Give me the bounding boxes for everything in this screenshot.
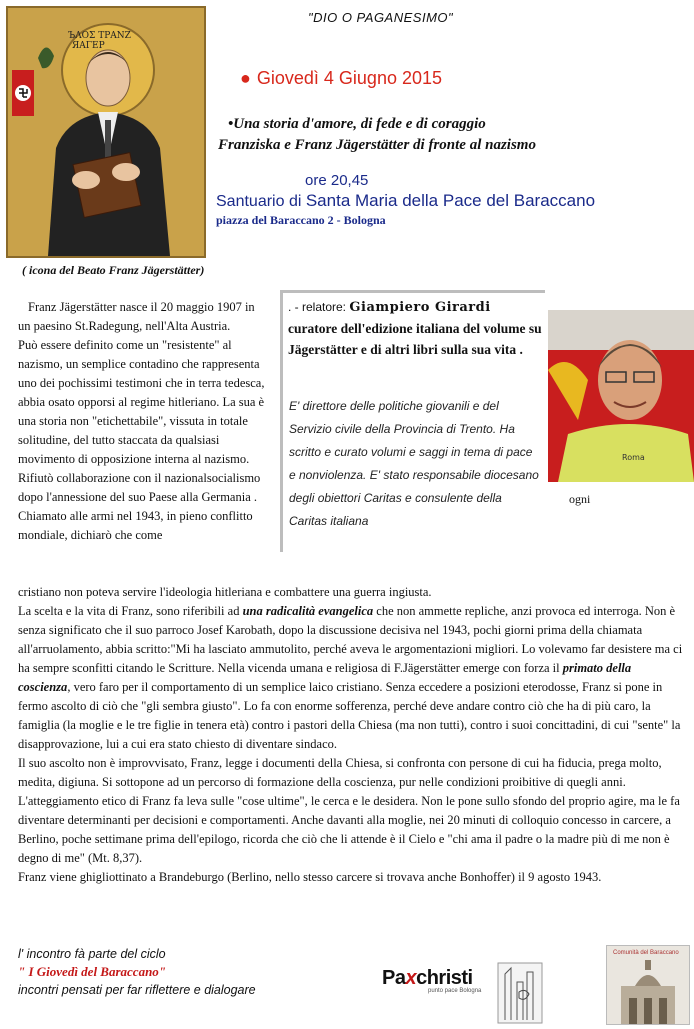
speaker-heading bbox=[288, 296, 548, 360]
venue-prefix: Santuario di bbox=[216, 193, 306, 210]
stray-word: ogni bbox=[569, 492, 591, 506]
event-date-text: Giovedì 4 Giugno 2015 bbox=[256, 68, 443, 88]
pax-christi-logo: Paxchristi punto pace Bologna bbox=[382, 967, 482, 994]
speaker-bio: E' direttore delle politiche giovanili e del Servizio civile della Provincia di Trento. Ha scritto e curato volumi e saggi in tema di pace e nonviolenza. E' stato responsabile diocesano degli obiettori Caritas e consulente della Caritas italiana bbox=[289, 399, 539, 528]
emphasis-radicalita: una radicalità evangelica bbox=[242, 604, 374, 618]
footer-cycle-info bbox=[18, 945, 256, 999]
speaker-prefix: . - relatore: bbox=[288, 300, 347, 314]
article-body bbox=[18, 583, 683, 887]
subtitle-line-1: •Una storia d'amore, di fede e di coraggio bbox=[228, 116, 486, 132]
pax-christi-subtitle: punto pace Bologna bbox=[428, 988, 482, 994]
svg-text:Roma: Roma bbox=[622, 453, 645, 462]
church-icon bbox=[607, 946, 689, 1024]
body-paragraph-4: Franz viene ghigliottinato a Brandeburgo (Berlino, nello stesso carcere si trovava anche Bonhoffer) il 9 agosto 1943. bbox=[18, 870, 602, 884]
community-baraccano-logo: Comunità del Baraccano bbox=[606, 945, 690, 1025]
emphasis-primato: primato della coscienza bbox=[18, 661, 632, 694]
bio-paragraph-1: Franz Jägerstätter nasce il 20 maggio 1907 in un paesino St.Radegung, nell'Alta Austria. bbox=[18, 300, 255, 333]
sketch-logo bbox=[497, 962, 543, 1024]
footer-line-1: l' incontro fà parte del ciclo bbox=[18, 947, 166, 961]
venue-name: Santa Maria della Pace del Baraccano bbox=[305, 191, 596, 210]
icon-caption: ( icona del Beato Franz Jägerstätter) bbox=[22, 263, 205, 277]
biography-column bbox=[18, 298, 270, 545]
body-paragraph-2: Il suo ascolto non è improvvisato, Franz, legge i documenti della Chiesa, si confronta con persone di cui ha fiducia, prega molto, medita, digiuna. Si sottopone ad un percorso di formazione della coscienza, pur nelle condizioni proibitive di quegli anni. bbox=[18, 756, 662, 789]
speaker-portrait-icon bbox=[548, 310, 694, 482]
svg-text:ЯΑΓΕΡ: ЯΑΓΕΡ bbox=[72, 41, 105, 51]
footer-line-2: " I Giovedì del Baraccano" bbox=[18, 964, 167, 979]
body-paragraph-3: L'atteggiamento etico di Franz fa leva sulle "cose ultime", le cerca e le desidera. Non le pone sullo sfondo del proprio agire, ma le fa diventare determinanti per decisioni e comportamenti. Anche davanti alla moglie, nei 20 minuti di colloquio concesso in carcere, a Berlino, poche settimane prima dell'epilogo, ricorda che ciò che li attende è il Cielo e "chi ama il padre o la madre più di me non è degno di me" (Mt. 8,37). bbox=[18, 794, 680, 865]
event-venue bbox=[216, 191, 595, 211]
event-time: ore 20,45 bbox=[305, 172, 369, 189]
speaker-name: Giampiero Girardi bbox=[349, 300, 491, 315]
speaker-role: curatore dell'edizione italiana del volume su Jägerstätter e di altri libri sulla sua vita . bbox=[288, 321, 542, 357]
body-paragraph-0: cristiano non poteva servire l'ideologia hitleriana e combattere una guerra ingiusta. bbox=[18, 585, 432, 599]
header-title: "DIO O PAGANESIMO" bbox=[308, 10, 454, 25]
bio-paragraph-2: Può essere definito come un "resistente" al nazismo, un semplice contadino che rappresenta uno dei pochissimi testimoni che in terra tedesca, abbia osato opporsi al regime hitleriano. La sua è una storia non "etichettabile", vissuta in totale solitudine, del tutto staccata da qualsiasi movimento di opposizione interna al nazismo. Rifiutò collaborazione con il nazionalsocialismo dopo l'annessione del suo Paese alla Germania . Chiamato alle armi nel 1943, in pieno conflitto mondiale, dichiarò che come bbox=[18, 338, 265, 542]
icon-inscription: ЪΛΟΣ ΤΡΑΝΖ bbox=[68, 31, 131, 41]
event-address: piazza del Baraccano 2 - Bologna bbox=[216, 213, 386, 227]
event-subtitle bbox=[218, 114, 688, 156]
sketch-logo-icon bbox=[497, 962, 543, 1024]
saint-icon bbox=[8, 8, 204, 256]
subtitle-line-2: Franziska e Franz Jägerstätter di fronte al nazismo bbox=[218, 137, 536, 153]
speaker-photo bbox=[548, 310, 694, 482]
body-paragraph-1: La scelta e la vita di Franz, sono riferibili ad una radicalità evangelica che non ammette repliche, anzi provoca ed interroga. Non è senza significato che il suo parroco Josef Karobath, dopo la discussione decisiva nel 1943, pochi giorni prima della chiamata all'arruolamento, abbia scritto:"Mi ha lasciato ammutolito, perché aveva le argomentazioni migliori. Lo volevamo far desistere ma ci ha sempre sconfitti citando le Scritture. Nella vicenda umana e religiosa di F.Jägerstätter emerge con forza il primato della coscienza, vero faro per il comportamento di un semplice laico cristiano. Senza eccedere a posizioni eterodosse, Franz si pone in fermo ascolto di ciò che "gli sembra giusto". Lo fa con enorme sofferenza, perché deve andare contro ciò che ha di più caro, la famiglia (la moglie e le tre figlie in tenera età) contro i pastori della Chiesa (ma non tutti), contro i suoi concittadini, di cui "sente" la disapprovazione, lui a cui era stato chiesto di diventare sindaco. bbox=[18, 604, 683, 751]
bullet-icon: ● bbox=[240, 68, 251, 88]
event-date bbox=[240, 68, 442, 89]
footer-line-3: incontri pensati per far riflettere e dialogare bbox=[18, 983, 256, 997]
saint-icon-painting bbox=[6, 6, 206, 258]
